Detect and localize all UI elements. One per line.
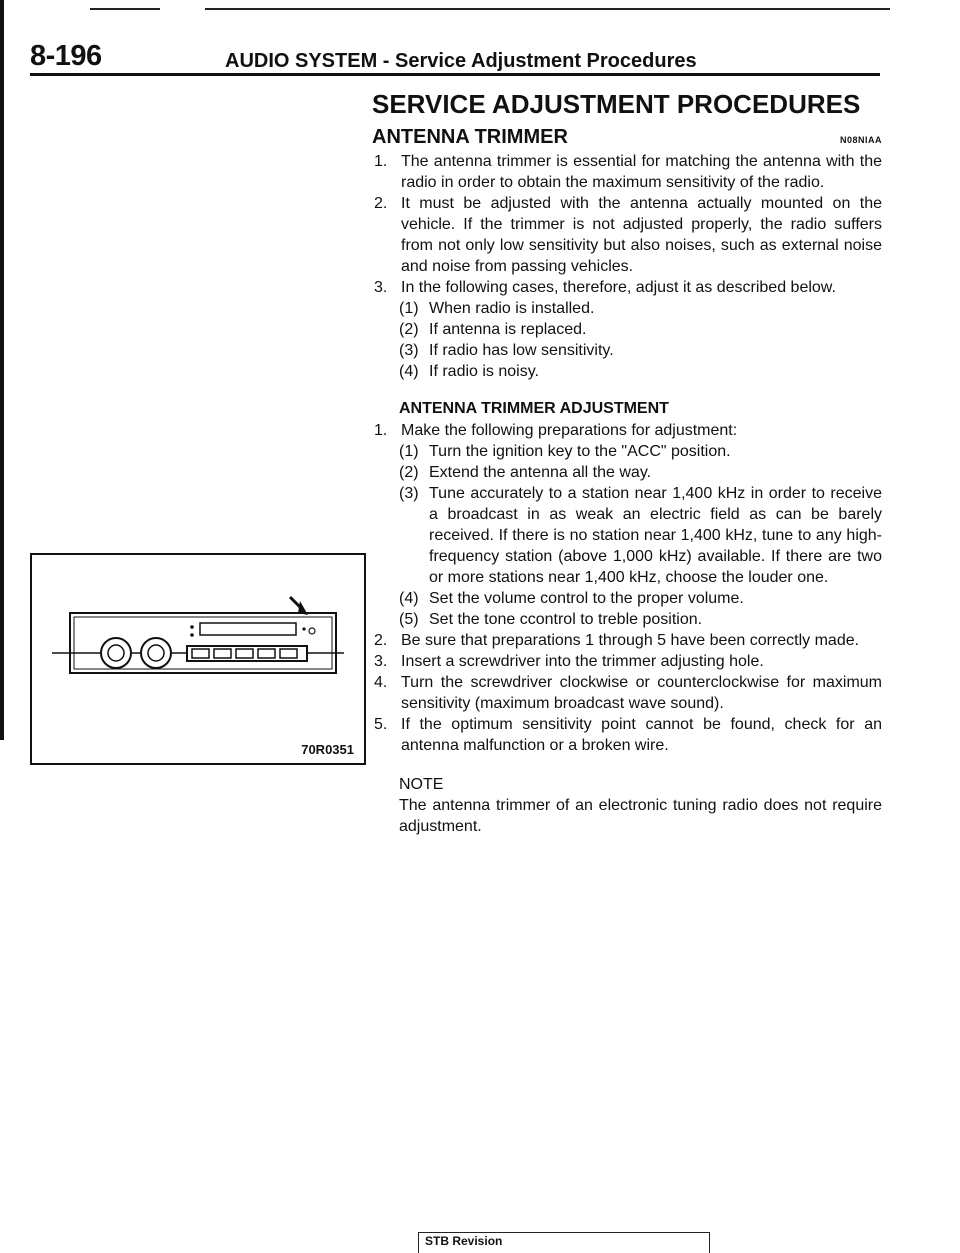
radio-figure — [30, 553, 366, 765]
case-list — [399, 298, 882, 382]
list-item: (2) Extend the antenna all the way. — [399, 464, 652, 481]
list-item: (2) If antenna is replaced. — [399, 321, 587, 338]
preparation-list — [399, 441, 882, 630]
footer-box — [418, 1232, 710, 1253]
page-number: 8-196 — [30, 40, 102, 72]
adjustment-title: ANTENNA TRIMMER ADJUSTMENT — [399, 400, 669, 417]
list-item: (4) Set the volume control to the proper volume. — [399, 590, 744, 607]
list-item: 1. The antenna trimmer is essential for matching the antenna with the radio in order to obtain the maximum sensitivity of the radio. — [374, 153, 882, 191]
list-item: 3. Insert a screwdriver into the trimmer adjusting hole. — [374, 653, 764, 670]
page-header — [30, 40, 880, 74]
list-item: (1) When radio is installed. — [399, 300, 595, 317]
note-text: The antenna trimmer of an electronic tuning radio does not require adjustment. — [399, 797, 882, 835]
figure-code: 70R0351 — [301, 742, 354, 757]
list-item: 2. Be sure that preparations 1 through 5 have been correctly made. — [374, 632, 860, 649]
list-item: 1. Make the following preparations for adjustment: — [374, 422, 738, 439]
section-title: ANTENNA TRIMMER — [372, 126, 568, 148]
list-item: 2. It must be adjusted with the antenna actually mounted on the vehicle. If the trimmer is not adjusted properly, the radio suffers from not only low sensitivity but also noises, such as external noise and noise from passing vehicles. — [374, 195, 882, 275]
list-item: 3. In the following cases, therefore, adjust it as described below. — [374, 279, 836, 296]
running-title: AUDIO SYSTEM - Service Adjustment Procedures — [225, 50, 697, 72]
binding-bar — [0, 0, 4, 740]
list-item: (1) Turn the ignition key to the "ACC" position. — [399, 443, 731, 460]
list-item: 5. If the optimum sensitivity point cannot be found, check for an antenna malfunction or a broken wire. — [374, 716, 882, 754]
note-label: NOTE — [399, 776, 444, 793]
list-item: 4. Turn the screwdriver clockwise or counterclockwise for maximum sensitivity (maximum broadcast wave sound). — [374, 674, 882, 712]
top-rule — [90, 8, 160, 10]
list-item: (3) If radio has low sensitivity. — [399, 342, 614, 359]
header-rule — [30, 73, 880, 76]
adjustment-steps — [372, 630, 882, 756]
top-rule — [205, 8, 890, 10]
main-content — [372, 88, 882, 837]
footer-text: STB Revision — [425, 1234, 503, 1248]
section-header — [372, 126, 882, 149]
radio-illustration — [32, 555, 364, 763]
list-item: (5) Set the tone ccontrol to treble position. — [399, 611, 703, 628]
section-code: N08NIAA — [839, 135, 882, 145]
list-item: (4) If radio is noisy. — [399, 363, 539, 380]
list-item: (3) Tune accurately to a station near 1,400 kHz in order to receive a broadcast in as weak an electric field as can be barely received. If there is no station near 1,400 kHz, tune to any high-frequency station (above 1,000 kHz) available. If there are two or more stations near 1,400 kHz, choose the louder one. — [399, 485, 882, 586]
intro-list — [372, 151, 882, 298]
main-title: SERVICE ADJUSTMENT PROCEDURES — [372, 89, 861, 119]
